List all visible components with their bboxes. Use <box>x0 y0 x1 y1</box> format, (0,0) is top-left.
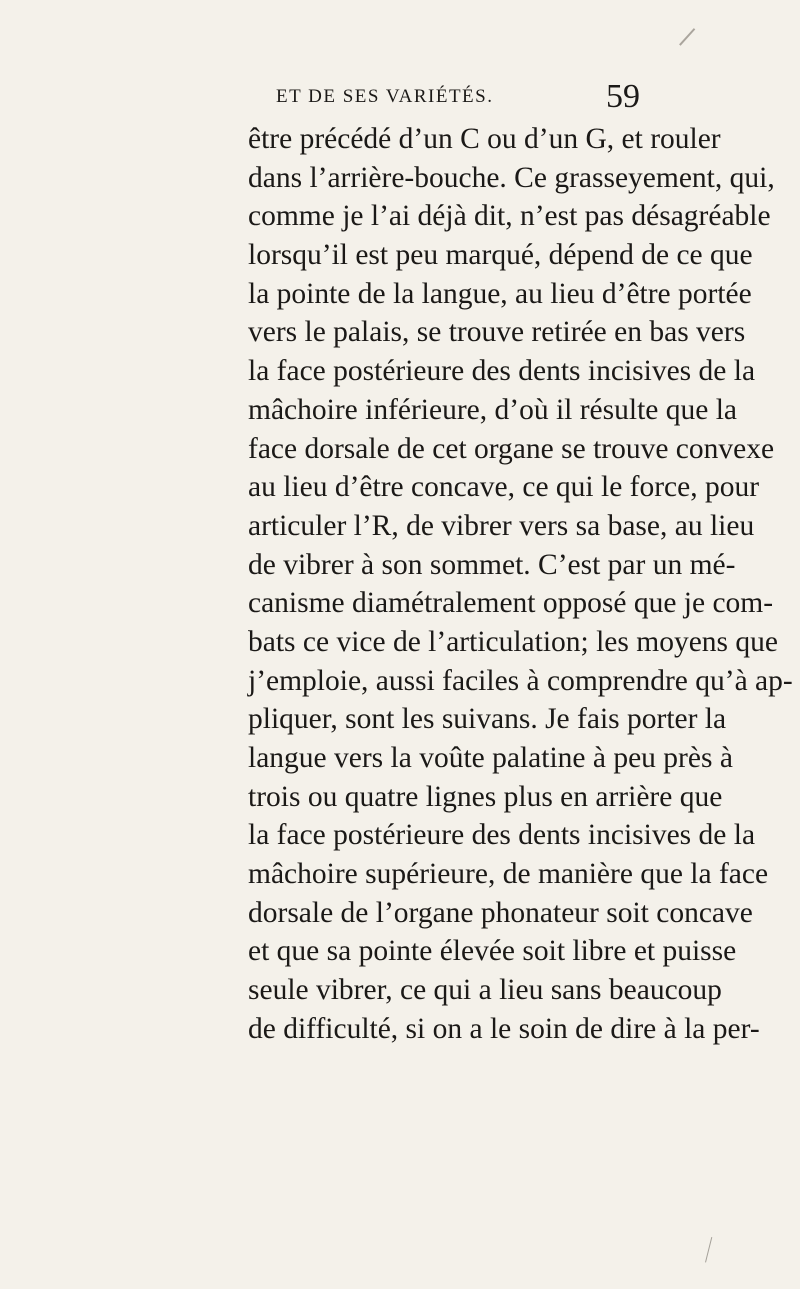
text-line-11: articuler l’R, de vibrer vers sa base, au lieu <box>248 509 755 542</box>
text-line-17: langue vers la voûte palatine à peu près à <box>248 742 733 774</box>
text-line-9: face dorsale de cet organe se trouve convexe <box>248 432 775 465</box>
text-line-13: canisme diamétralement opposé que je com- <box>248 587 774 620</box>
text-line-20: mâchoire supérieure, de manière que la face <box>248 858 769 891</box>
corner-mark <box>679 28 695 45</box>
page-number: 59 <box>606 78 640 115</box>
text-line-22: et que sa pointe élevée soit libre et puisse <box>248 935 737 968</box>
text-line-7: la face postérieure des dents incisives de la <box>248 355 756 388</box>
text-line-19: la face postérieure des dents incisives de la <box>248 819 756 852</box>
text-line-1: être précédé d’un C ou d’un G, et rouler <box>248 123 721 155</box>
text-line-10: au lieu d’être concave, ce qui le force, pour <box>248 471 760 504</box>
text-line-14: bats ce vice de l’articulation; les moyens que <box>248 625 778 658</box>
text-line-16: pliquer, sont les suivans. Je fais porter la <box>248 703 727 736</box>
text-line-4: lorsqu’il est peu marqué, dépend de ce que <box>248 239 753 272</box>
text-line-6: vers le palais, se trouve retirée en bas vers <box>248 316 746 349</box>
text-line-12: de vibrer à son sommet. C’est par un mé- <box>248 548 736 581</box>
text-line-8: mâchoire inférieure, d’où il résulte que la <box>248 393 737 426</box>
text-line-3: comme je l’ai déjà dit, n’est pas désagréable <box>248 200 771 233</box>
running-head: ET DE SES VARIÉTÉS. <box>276 86 494 107</box>
text-line-18: trois ou quatre lignes plus en arrière que <box>248 780 723 813</box>
text-line-21: dorsale de l’organe phonateur soit concave <box>248 896 753 929</box>
margin-mark <box>705 1237 722 1265</box>
body-text <box>248 120 793 1049</box>
text-line-2: dans l’arrière-bouche. Ce grasseyement, qui, <box>248 161 775 194</box>
text-line-15: j’emploie, aussi faciles à comprendre qu’à ap- <box>248 664 793 697</box>
text-line-24: de difficulté, si on a le soin de dire à la per- <box>248 1012 760 1045</box>
text-line-23: seule vibrer, ce qui a lieu sans beaucoup <box>248 974 722 1007</box>
page-header <box>270 72 640 116</box>
text-line-5: la pointe de la langue, au lieu d’être portée <box>248 277 752 310</box>
